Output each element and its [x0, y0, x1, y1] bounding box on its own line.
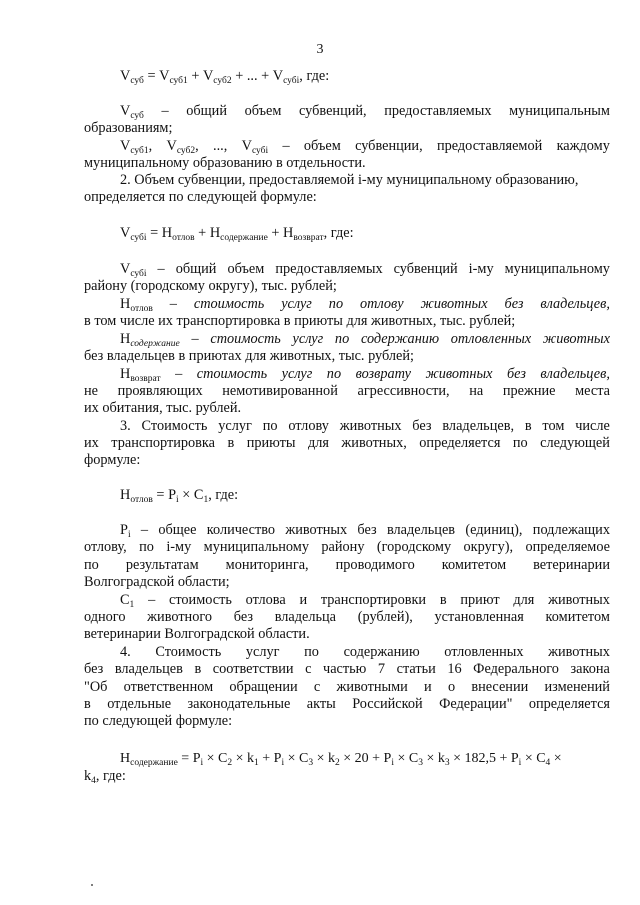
formula-subvention-i: $V_{субi} = Н_{отлов} + Н_{содержание} + Н_{возврат}$, где:: [120, 225, 354, 243]
item4-line1: 4. Стоимость услуг по содержанию отловленных животных: [120, 644, 610, 660]
item3-line2: их транспортировка в приюты для животных, определяется по следующей: [84, 435, 610, 451]
item3-line1: 3. Стоимость услуг по отлову животных без владельцев, в том числе: [120, 418, 610, 434]
formula-hotlov: $Н_{отлов} = P_i \times С_1$, где:: [120, 487, 239, 505]
definition-hvoz-line2: не проявляющих немотивированной агрессивности, на прежние места: [84, 383, 610, 399]
definition-vsub-line2: образованиям;: [84, 120, 173, 136]
page-number: 3: [316, 42, 324, 57]
item4-line3: "Об ответственном обращении с животными и о внесении изменений: [84, 679, 610, 695]
item2-line1: 2. Объем субвенции, предоставляемой i-му муниципальному образованию,: [120, 172, 579, 188]
item3-line3: формуле:: [84, 452, 141, 468]
definition-pi-line1: $P_i$ – общее количество животных без владельцев (единиц), подлежащих: [120, 522, 610, 540]
definition-pi-line3: по результатам мониторинга, проводимого комитетом ветеринарии: [84, 557, 610, 573]
definition-vsubi-line2: муниципальному образованию в отдельности.: [84, 155, 366, 171]
definition-hotlov-line1: $Н_{отлов}$ – стоимость услуг по отлову животных без владельцев,: [120, 296, 610, 314]
definition-c1-line3: ветеринарии Волгоградской области.: [84, 626, 310, 642]
definition-hotlov-line2: в том числе их транспортировка в приюты для животных, тыс. рублей;: [84, 313, 516, 329]
definition-hsod-line2: без владельцев в приютах для животных, тыс. рублей;: [84, 348, 415, 364]
item4-line4: в отдельные законодательные акты Российской Федерации" определяется: [84, 696, 610, 712]
item2-line2: определяется по следующей формуле:: [84, 189, 317, 205]
definition-vsub-line1: $V_{суб}$ – общий объем субвенций, предоставляемых муниципальным: [120, 103, 610, 121]
definition-pi-line4: Волгоградской области;: [84, 574, 230, 590]
definition-vsubi2-line1: $V_{субi}$ – общий объем предоставляемых субвенций i-му муниципальному: [120, 261, 610, 279]
formula-total-subvention: $V_{суб} = V_{суб1} + V_{суб2}$ + ... + $V_{субi}$, где:: [120, 68, 330, 86]
definition-hsod-line1: $Н_{содержание}$ – стоимость услуг по содержанию отловленных животных: [120, 331, 610, 349]
definition-c1-line1: $С_1$ – стоимость отлова и транспортировки в приют для животных: [120, 592, 610, 610]
definition-vsubi2-line2: району (городскому округу), тыс. рублей;: [84, 278, 337, 294]
scan-speck: [91, 884, 93, 886]
definition-pi-line2: отлову, по i-му муниципальному району (городскому округу), определяемое: [84, 539, 610, 555]
formula-hsod: $Н_{содержание} = P_i \times С_2 \times k_1 + P_i \times С_3 \times k_2 \times 20 + P_i \times С_3 \times k_3 \times 182,5 + P_i \times С_4$ ×: [120, 751, 562, 768]
definition-c1-line2: одного животного без владельца (рублей), установленная комитетом: [84, 609, 610, 625]
definition-hvoz-line1: $Н_{возврат}$ – стоимость услуг по возврату животных без владельцев,: [120, 366, 610, 384]
definition-vsubi-line1: $V_{суб1}$, $V_{суб2}$, ..., $V_{субi}$ – объем субвенции, предоставляемой каждому: [120, 138, 610, 156]
item4-line5: по следующей формуле:: [84, 713, 233, 729]
item4-line2: без владельцев в соответствии с частью 7 статьи 16 Федерального закона: [84, 661, 610, 677]
formula-hsod-line2: $k_4$, где:: [84, 768, 126, 786]
definition-hvoz-line3: их обитания, тыс. рублей.: [84, 400, 242, 416]
